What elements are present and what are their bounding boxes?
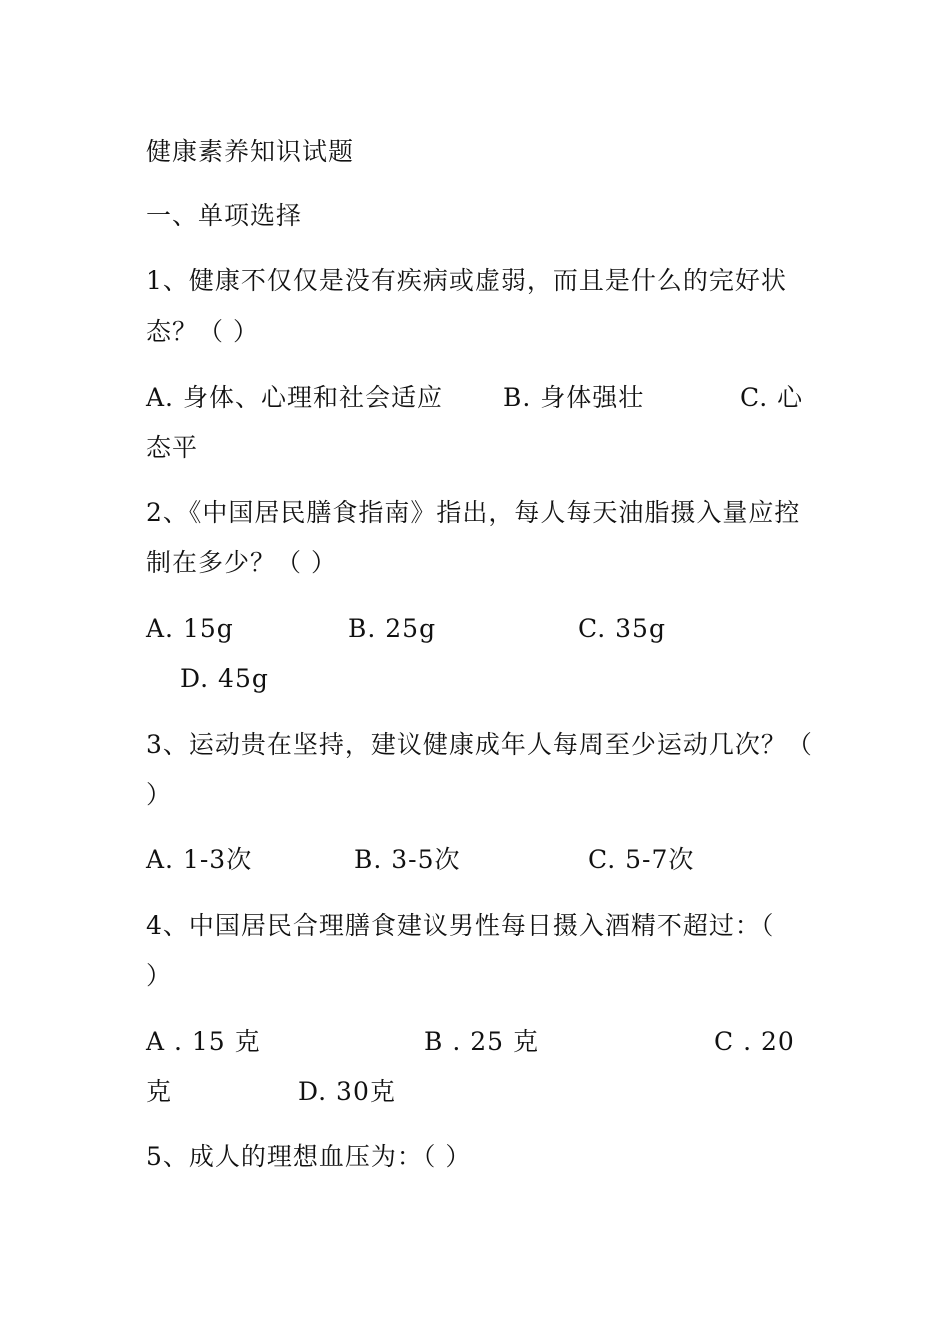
question-3-option-c: C. 5-7次 <box>588 845 695 874</box>
question-2-option-b: B. 25g <box>348 614 437 643</box>
question-4-text-line2: ） <box>146 961 173 990</box>
question-4-option-c: C . 20 <box>714 1027 795 1056</box>
question-3-text-line1: 3、运动贵在坚持，建议健康成年人每周至少运动几次？（ <box>146 730 813 759</box>
question-4-option-d: D. 30克 <box>298 1077 396 1106</box>
section-heading: 一、单项选择 <box>146 201 303 230</box>
question-4-option-a: A . 15 克 <box>146 1027 261 1056</box>
question-2-option-d: D. 45g <box>180 664 269 693</box>
question-1-option-c-continued: 态平 <box>146 433 199 462</box>
question-3-option-b: B. 3-5次 <box>354 845 461 874</box>
question-4-text-line1: 4、中国居民合理膳食建议男性每日摄入酒精不超过：（ <box>146 911 775 940</box>
question-2-option-a: A. 15g <box>146 614 234 643</box>
question-1-option-a: A. 身体、心理和社会适应 <box>146 383 443 412</box>
question-1-text-line1: 1、健康不仅仅是没有疾病或虚弱，而且是什么的完好状 <box>146 266 787 295</box>
document-title: 健康素养知识试题 <box>146 137 355 166</box>
question-4-option-b: B . 25 克 <box>424 1027 539 1056</box>
question-1-option-c: C. 心 <box>740 383 804 412</box>
question-4-option-c-continued: 克 <box>146 1077 173 1106</box>
question-1-text-line2: 态？（ ） <box>146 317 259 346</box>
question-1-option-b: B. 身体强壮 <box>503 383 645 412</box>
question-2-text-line2: 制在多少？（ ） <box>146 548 337 577</box>
question-2-option-c: C. 35g <box>578 614 666 643</box>
question-3-text-line2: ） <box>146 780 173 809</box>
question-5-text-line1: 5、成人的理想血压为：（ ） <box>146 1142 472 1171</box>
question-2-text-line1: 2、《中国居民膳食指南》指出，每人每天油脂摄入量应控 <box>146 498 801 527</box>
question-3-option-a: A. 1-3次 <box>146 845 253 874</box>
